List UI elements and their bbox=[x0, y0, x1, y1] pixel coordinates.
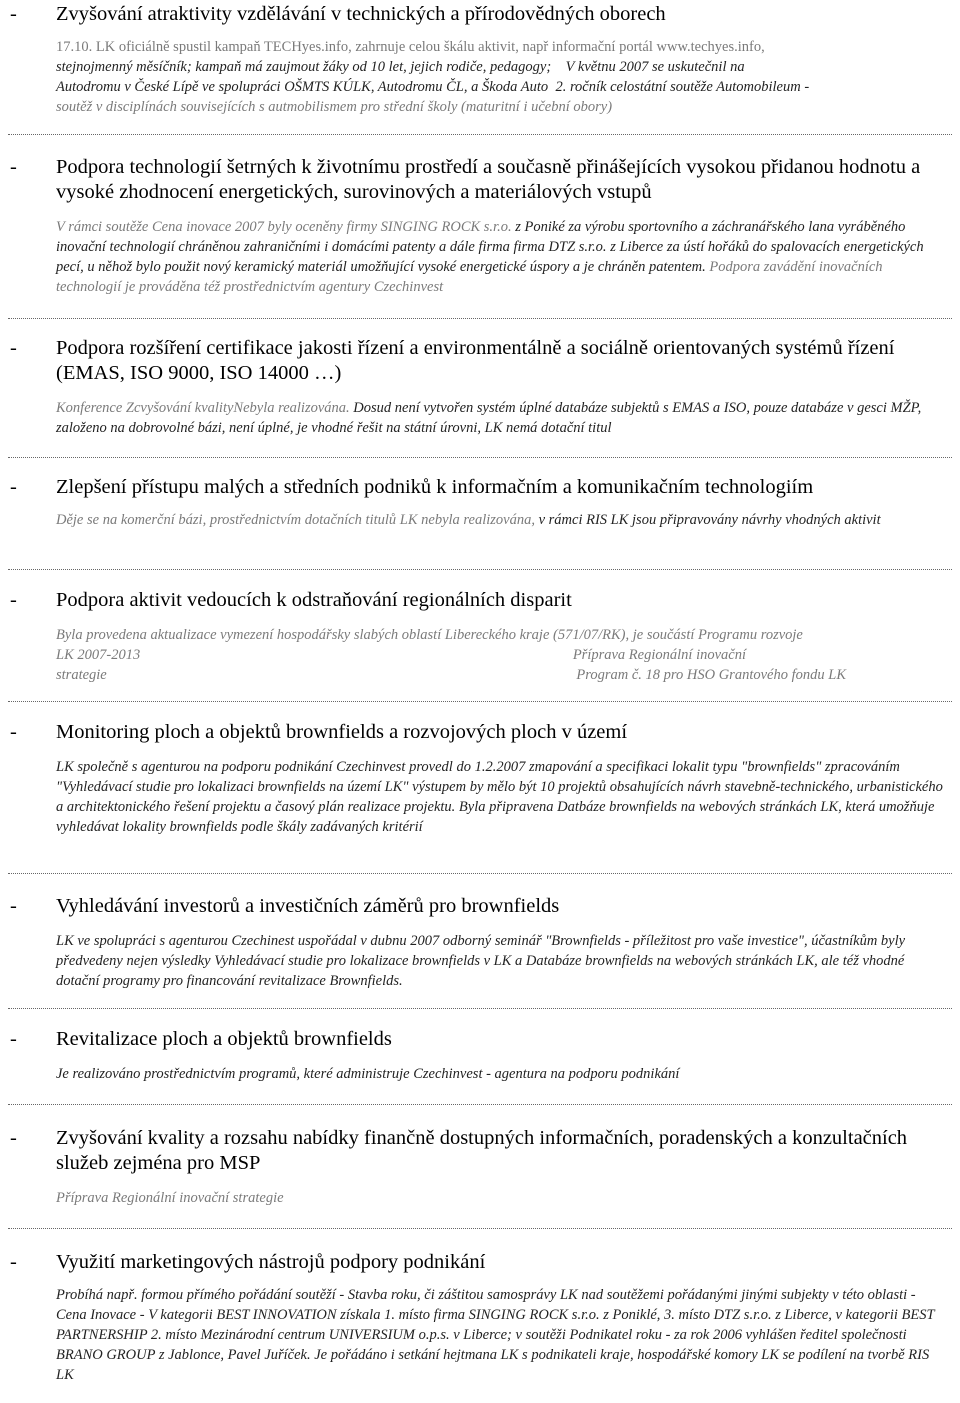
section-heading bbox=[0, 155, 960, 205]
heading-text: Podpora technologií šetrných k životnímu prostředí a současně přinášejících vysokou přidanou hodnotu a vysoké zhodnocení energetických, surovinových a materiálových vstupů bbox=[56, 156, 921, 203]
section-body: V rámci soutěže Cena inovace 2007 byly oceněny firmy SINGING ROCK s.r.o. z Poniké za výrobu sportovního a záchranářského lana vyráběného inovační technologií chráněnou zahraničními i domácími patenty a dále firma firma DTZ s.r.o. z Liberce za ústí hořáků do spalovacích energetických pecí, u něhož bylo použit nový keramický materiál umožňující vysoké energetické úspory a je chráněn patentem. Podpora zavádění inovačních technologií je prováděna též prostřednictvím agentury Czechinvest bbox=[56, 219, 924, 295]
section-divider bbox=[8, 134, 952, 135]
heading-text: Podpora rozšíření certifikace jakosti řízení a environmentálně a sociálně orientovaných systémů řízení (EMAS, ISO 9000, ISO 14000 …) bbox=[56, 337, 895, 384]
body-line: soutěž v disciplínách souvisejících s autmobilismem pro střední školy (maturitní i učební obory) bbox=[56, 99, 613, 115]
section-divider bbox=[8, 1008, 952, 1009]
section-body: LK společně s agenturou na podporu podnikání Czechinvest provedl do 1.2.2007 zmapování a specifikaci lokalit typu "brownfields" zpracováním "Vyhledávací studie pro lokalizaci brownfields na území LK" výstupem by mělo být 10 projektů obsahujících návrh stavebně-technického, urbanistického a architektonického řešení projektu a časový plán realizace projektu. Byla připravena Datbáze brownfields na webových stránkách LK, která umožňuje vyhledávat lokality brownfields podle škály zadávaných kritérií bbox=[56, 759, 943, 835]
section-5 bbox=[0, 588, 960, 685]
section-body: Probíhá např. formou přímého pořádání soutěží - Stavba roku, či záštitou samosprávy LK nad soutěžemi pořádanými jinými subjekty v této oblasti - Cena Inovace - V kategorii BEST INNOVATION získala 1. místo firma SINGING ROCK s.r.o. z Poniklé, 3. místo DTZ s.r.o. z Liberce, v kategorii BEST PARTNERSHIP 2. místo Mezinárodní centrum UNIVERSIUM o.p.s. v Liberce; v soutěži Podnikatel roku - za rok 2006 vyhlášen ředitel společnosti BRANO GROUP z Jablonce, Pavel Juříček. Je pořádáno i setkání hejtmana LK s podnikateli kraje, hospodářské komory LK se podílení na tvorbě RIS LK bbox=[56, 1287, 935, 1383]
body-line: Autodromu v České Lípě ve spolupráci OŠMTS KÚLK, Autodromu ČL, a Škoda Auto 2. ročník celostátní soutěže Automobileum - bbox=[56, 79, 810, 95]
section-heading bbox=[0, 475, 960, 500]
bullet-dash: - bbox=[10, 156, 17, 178]
bullet-dash: - bbox=[10, 589, 17, 611]
body-line: 17.10. LK oficiálně spustil kampaň TECHyes.info, zahrnuje celou škálu aktivit, např informační portál www.techyes.info, bbox=[56, 39, 765, 55]
body-row: LK 2007-2013 Příprava Regionální inovační bbox=[56, 647, 746, 663]
section-divider bbox=[8, 457, 952, 458]
section-heading bbox=[0, 894, 960, 919]
bullet-dash: - bbox=[10, 721, 17, 743]
section-body: Příprava Regionální inovační strategie bbox=[56, 1190, 284, 1206]
heading-text: Vyhledávání investorů a investičních záměrů pro brownfields bbox=[56, 895, 560, 917]
section-heading bbox=[0, 1027, 960, 1052]
body-row: strategie Program č. 18 pro HSO Grantového fondu LK bbox=[56, 667, 846, 683]
heading-text: Zvyšování atraktivity vzdělávání v technických a přírodovědných oborech bbox=[56, 3, 666, 25]
section-1 bbox=[0, 2, 960, 117]
heading-text: Podpora aktivit vedoucích k odstraňování regionálních disparit bbox=[56, 589, 572, 611]
section-divider bbox=[8, 1104, 952, 1105]
section-body: LK ve spolupráci s agenturou Czechinest uspořádal v dubnu 2007 odborný seminář "Brownfields - příležitost pro vaše investice", účastníkům byly předvedeny nejen výsledky Vyhledávací studie pro lokalizace brownfields v LK a Databáze brownfields na webových stránkách LK, ale též vhodné dotační programy pro financování revitalizace Brownfields. bbox=[56, 933, 906, 989]
heading-text: Zlepšení přístupu malých a středních podniků k informačním a komunikačním technologiím bbox=[56, 476, 814, 498]
bullet-dash: - bbox=[10, 476, 17, 498]
section-9 bbox=[0, 1126, 960, 1208]
section-divider bbox=[8, 873, 952, 874]
bullet-dash: - bbox=[10, 895, 17, 917]
bullet-dash: - bbox=[10, 3, 17, 25]
section-heading bbox=[0, 588, 960, 613]
heading-text: Monitoring ploch a objektů brownfields a rozvojových ploch v území bbox=[56, 721, 628, 743]
body-line: Byla provedena aktualizace vymezení hospodářsky slabých oblastí Libereckého kraje (571/07/RK), je součástí Programu rozvoje bbox=[56, 627, 803, 643]
section-body bbox=[56, 37, 946, 117]
section-heading bbox=[0, 336, 960, 386]
section-body: Děje se na komerční bázi, prostřednictvím dotačních titulů LK nebyla realizována, v rámci RIS LK jsou připravovány návrhy vhodných aktivit bbox=[56, 512, 881, 528]
section-heading bbox=[0, 1250, 960, 1275]
section-divider bbox=[8, 569, 952, 570]
section-divider bbox=[8, 701, 952, 702]
section-divider bbox=[8, 318, 952, 319]
section-body bbox=[56, 625, 946, 685]
bullet-dash: - bbox=[10, 1028, 17, 1050]
heading-text: Zvyšování kvality a rozsahu nabídky finančně dostupných informačních, poradenských a konzultačních služeb zejména pro MSP bbox=[56, 1127, 908, 1174]
body-line: stejnojmenný měsíčník; kampaň má zaujmout žáky od 10 let, jejich rodiče, pedagogy; V květnu 2007 se uskutečnil na bbox=[56, 59, 745, 75]
section-heading bbox=[0, 1126, 960, 1176]
section-8 bbox=[0, 1027, 960, 1084]
bullet-dash: - bbox=[10, 1251, 17, 1273]
section-2 bbox=[0, 155, 960, 297]
section-4 bbox=[0, 475, 960, 530]
section-heading bbox=[0, 720, 960, 745]
section-body: Konference Zcvyšování kvalityNebyla realizována. Dosud není vytvořen systém úplné databáze subjektů s EMAS a ISO, pouze databáze v gesci MŽP, založeno na dobrovolné bázi, není úplné, je vhodné řešit na státní úrovni, LK nemá dotační titul bbox=[56, 400, 922, 436]
section-divider bbox=[8, 1228, 952, 1229]
section-10 bbox=[0, 1250, 960, 1385]
heading-text: Revitalizace ploch a objektů brownfields bbox=[56, 1028, 392, 1050]
section-7 bbox=[0, 894, 960, 991]
section-3 bbox=[0, 336, 960, 438]
heading-text: Využití marketingových nástrojů podpory podnikání bbox=[56, 1251, 486, 1273]
section-heading bbox=[0, 2, 960, 27]
bullet-dash: - bbox=[10, 1127, 17, 1149]
section-6 bbox=[0, 720, 960, 837]
bullet-dash: - bbox=[10, 337, 17, 359]
section-body: Je realizováno prostřednictvím programů, které administruje Czechinvest - agentura na podporu podnikání bbox=[56, 1066, 680, 1082]
